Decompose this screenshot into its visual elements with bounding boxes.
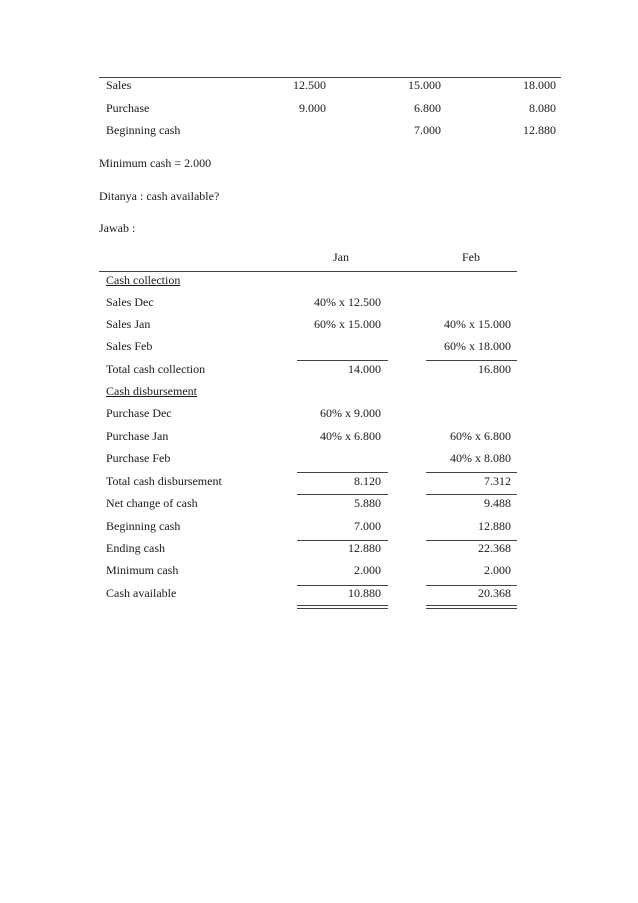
header-jan: Jan <box>333 250 349 264</box>
top-row-purchase-c2: 6.800 <box>414 101 441 115</box>
top-row-beginning-cash-c2: 7.000 <box>414 123 441 137</box>
rule-net-change-feb <box>426 494 517 495</box>
row-cash-available-feb: 20.368 <box>478 586 511 600</box>
rule-net-change-jan <box>297 494 388 495</box>
top-row-sales-c1: 12.500 <box>293 78 326 92</box>
row-beginning-cash-feb: 12.880 <box>478 519 511 533</box>
row-total-cash-collection-feb: 16.800 <box>478 362 511 376</box>
row-ending-cash-label: Ending cash <box>106 541 165 555</box>
row-total-cash-disbursement-label: Total cash disbursement <box>106 474 222 488</box>
top-row-sales-c3: 18.000 <box>523 78 556 92</box>
double-rule-available-feb <box>426 605 517 609</box>
row-beginning-cash-jan: 7.000 <box>354 519 381 533</box>
top-row-purchase-label: Purchase <box>106 101 150 115</box>
row-purchase-dec-label: Purchase Dec <box>106 406 172 420</box>
row-cash-collection-label: Cash collection <box>106 273 181 287</box>
row-minimum-cash-jan: 2.000 <box>354 563 381 577</box>
row-purchase-feb-label: Purchase Feb <box>106 451 171 465</box>
row-sales-dec-jan: 40% x 12.500 <box>314 295 381 309</box>
row-sales-feb-feb: 60% x 18.000 <box>444 339 511 353</box>
minimum-cash-text: Minimum cash = 2.000 <box>99 156 212 170</box>
top-row-purchase-c3: 8.080 <box>529 101 556 115</box>
question-text: Ditanya : cash available? <box>99 189 220 203</box>
row-total-cash-disbursement-jan: 8.120 <box>354 474 381 488</box>
row-purchase-jan-feb: 60% x 6.800 <box>450 429 511 443</box>
row-ending-cash-feb: 22.368 <box>478 541 511 555</box>
row-net-change-feb: 9.488 <box>484 496 511 510</box>
sum-rule-disbursement-feb <box>426 472 517 473</box>
row-net-change-label: Net change of cash <box>106 496 198 510</box>
top-row-sales-label: Sales <box>106 78 132 92</box>
row-cash-available-jan: 10.880 <box>348 586 381 600</box>
top-row-purchase-c1: 9.000 <box>299 101 326 115</box>
row-sales-jan-feb: 40% x 15.000 <box>444 317 511 331</box>
row-cash-available-label: Cash available <box>106 586 177 600</box>
row-total-cash-disbursement-feb: 7.312 <box>484 474 511 488</box>
row-sales-dec-label: Sales Dec <box>106 295 154 309</box>
answer-table-header-rule <box>99 271 517 272</box>
answer-label: Jawab : <box>99 221 136 235</box>
row-purchase-jan-jan: 40% x 6.800 <box>320 429 381 443</box>
row-ending-cash-jan: 12.880 <box>348 541 381 555</box>
top-row-beginning-cash-label: Beginning cash <box>106 123 181 137</box>
sum-rule-disbursement-jan <box>297 472 388 473</box>
row-net-change-jan: 5.880 <box>354 496 381 510</box>
row-sales-feb-label: Sales Feb <box>106 339 153 353</box>
double-rule-available-jan <box>297 605 388 609</box>
row-purchase-feb-feb: 40% x 8.080 <box>450 451 511 465</box>
top-row-beginning-cash-c3: 12.880 <box>523 123 556 137</box>
row-sales-jan-jan: 60% x 15.000 <box>314 317 381 331</box>
row-beginning-cash-label: Beginning cash <box>106 519 181 533</box>
row-total-cash-collection-label: Total cash collection <box>106 362 206 376</box>
header-feb: Feb <box>462 250 480 264</box>
row-purchase-dec-jan: 60% x 9.000 <box>320 406 381 420</box>
top-row-sales-c2: 15.000 <box>408 78 441 92</box>
row-minimum-cash-feb: 2.000 <box>484 563 511 577</box>
sum-rule-collection-jan <box>297 360 388 361</box>
row-cash-disbursement-label: Cash disbursement <box>106 384 197 398</box>
row-purchase-jan-label: Purchase Jan <box>106 429 169 443</box>
row-minimum-cash-label: Minimum cash <box>106 563 179 577</box>
sum-rule-collection-feb <box>426 360 517 361</box>
row-sales-jan-label: Sales Jan <box>106 317 151 331</box>
row-total-cash-collection-jan: 14.000 <box>348 362 381 376</box>
